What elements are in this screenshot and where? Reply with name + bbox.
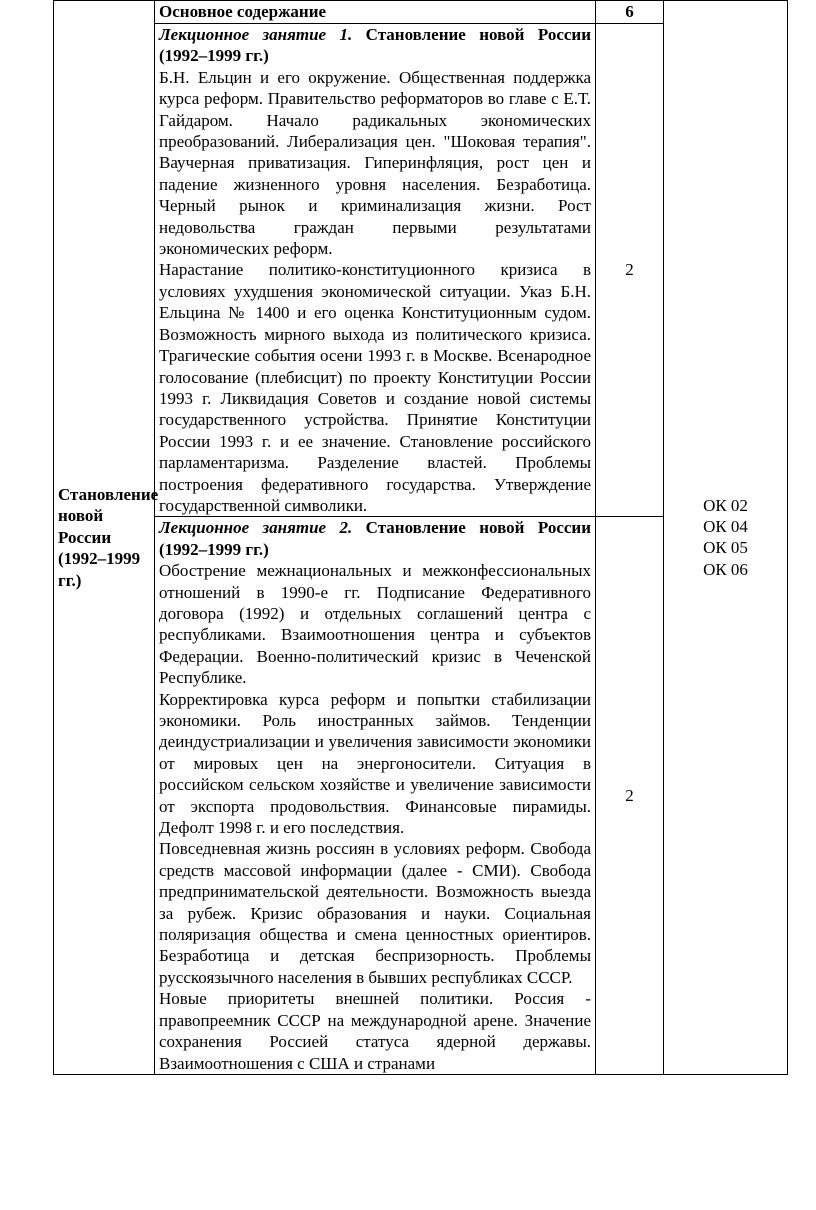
competencies-cell (664, 1, 788, 1075)
competency-code: ОК 05 (703, 538, 748, 558)
hours-header: 6 (596, 1, 664, 24)
competency-code: ОК 04 (703, 517, 748, 537)
header-row (54, 1, 788, 24)
lecture-hours: 2 (596, 24, 664, 517)
competency-list (668, 495, 783, 581)
lecture-hours: 2 (596, 517, 664, 1075)
lecture-paragraph: Повседневная жизнь россиян в условиях реформ. Свобода средств массовой информации (далее - СМИ). Свобода предпринимательской деятельности. Возможность выезда за рубеж. Кризис образования и науки. Социальная поляризация общества и смена ценностных ориентиров. Безработица и детская беспризорность. Проблемы русскоязычного населения в бывших республиках СССР. (159, 839, 591, 987)
competency-code: ОК 06 (703, 559, 748, 579)
competency-code: ОК 02 (703, 495, 748, 515)
lecture-topic: Становление новой России (1992–1999 гг.) (159, 25, 591, 66)
lecture-number: Лекционное занятие 1. (159, 25, 353, 44)
lecture-paragraph: Нарастание политико-конституционного кризиса в условиях ухудшения экономической ситуации. Указ Б.Н. Ельцина № 1400 и его оценка Конституционным судом. Возможность мирного выхода из политического кризиса. Трагические события осени 1993 г. в Москве. Всенародное голосование (плебисцит) по проекту Конституции России 1993 г. Ликвидация Советов и создание новой системы государственного устройства. Принятие Конституции России 1993 г. и ее значение. Становление российского парламентаризма. Разделение властей. Проблемы построения федеративного государства. Утверждение государственной символики. (159, 260, 591, 515)
lecture-content (155, 517, 596, 1075)
lecture-paragraph: Б.Н. Ельцин и его окружение. Общественная поддержка курса реформ. Правительство реформаторов во главе с Е.Т. Гайдаром. Начало радикальных экономических преобразований. Либерализация цен. "Шоковая терапия". Ваучерная приватизация. Гиперинфляция, рост цен и падение жизненного уровня населения. Безработица. Черный рынок и криминализация жизни. Рост недовольства граждан первыми результатами экономических реформ. (159, 67, 591, 259)
lecture-paragraph: Новые приоритеты внешней политики. Россия - правопреемник СССР на международной арене. Значение сохранения Россией статуса ядерной державы. Взаимоотношения с США и странами (159, 989, 591, 1073)
lecture-title (159, 517, 591, 560)
lecture-paragraph: Обострение межнациональных и межконфессиональных отношений в 1990-е гг. Подписание Федеративного договора (1992) и отдельных соглашений центра с республиками. Взаимоотношения центра и субъектов Федерации. Военно-политический кризис в Чеченской Республике. (159, 561, 591, 688)
lecture-number: Лекционное занятие 2. (159, 518, 353, 538)
topic-cell: Становление новой России (1992–1999 гг.) (54, 1, 155, 1075)
content-header: Основное содержание (155, 1, 596, 24)
curriculum-table (53, 0, 788, 1075)
lecture-content (155, 24, 596, 517)
lecture-paragraph: Корректировка курса реформ и попытки стабилизации экономики. Роль иностранных займов. Тенденции деиндустриализации и увеличения зависимости экономики от мировых цен на энергоносители. Ситуация в российском сельском хозяйстве и увеличение зависимости от экспорта продовольствия. Финансовые пирамиды. Дефолт 1998 г. и его последствия. (159, 689, 591, 838)
lecture-topic: Становление новой России (1992–1999 гг.) (159, 518, 591, 559)
lecture-title (159, 24, 591, 67)
